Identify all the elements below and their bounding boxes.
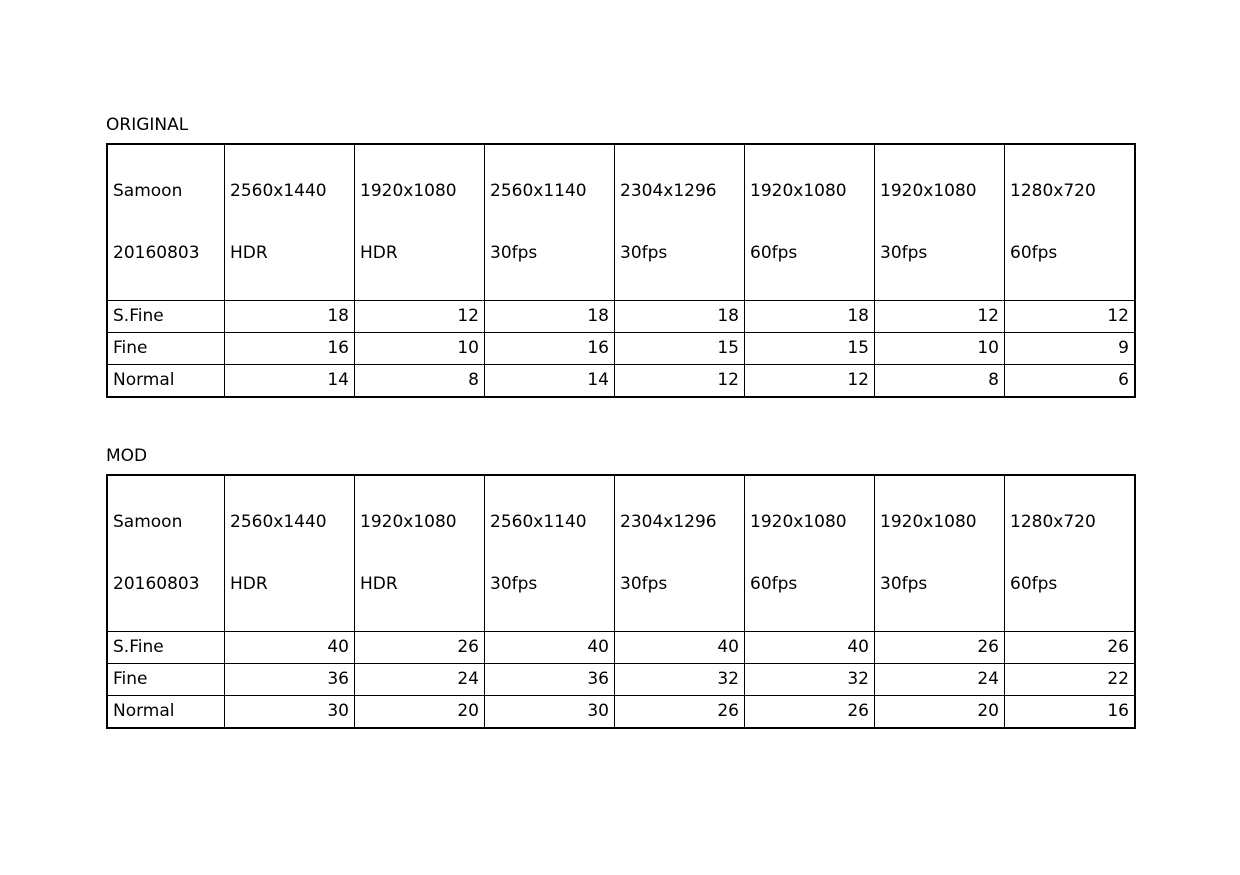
row-value: 15 (615, 333, 745, 365)
row-value: 6 (1005, 365, 1136, 398)
header-cell-1-line2: HDR (230, 574, 268, 594)
header-cell-4-line1: 2304x1296 (620, 512, 717, 532)
header-cell-3-line2: 30fps (490, 243, 538, 263)
table-row (107, 333, 1135, 365)
header-cell-7-line2: 60fps (1010, 243, 1058, 263)
header-cell-3-line2: 30fps (490, 574, 538, 594)
row-value: 40 (615, 632, 745, 664)
header-cell-6 (875, 144, 1005, 301)
header-cell-3-line1: 2560x1140 (490, 512, 587, 532)
header-cell-6-line1: 1920x1080 (880, 512, 977, 532)
row-label: S.Fine (107, 301, 225, 333)
header-cell-5-line1: 1920x1080 (750, 181, 847, 201)
row-value: 24 (355, 664, 485, 696)
header-cell-7-line2: 60fps (1010, 574, 1058, 594)
header-title-line1: Samoon (113, 181, 183, 201)
header-cell-5 (745, 144, 875, 301)
row-value: 40 (485, 632, 615, 664)
row-label: Fine (107, 664, 225, 696)
row-value: 32 (615, 664, 745, 696)
row-value: 26 (1005, 632, 1136, 664)
header-cell-2-line1: 1920x1080 (360, 181, 457, 201)
header-cell-3 (485, 144, 615, 301)
section-original (106, 113, 1146, 398)
row-value: 18 (485, 301, 615, 333)
header-cell-3-line1: 2560x1140 (490, 181, 587, 201)
header-cell-1-line1: 2560x1440 (230, 512, 327, 532)
table-row (107, 696, 1135, 729)
row-value: 30 (225, 696, 355, 729)
header-cell-3 (485, 475, 615, 632)
row-value: 12 (615, 365, 745, 398)
header-cell-5-line2: 60fps (750, 574, 798, 594)
row-value: 22 (1005, 664, 1136, 696)
section-mod (106, 444, 1146, 729)
header-cell-2-line2: HDR (360, 243, 398, 263)
header-title-line2: 20160803 (113, 243, 200, 263)
row-value: 36 (225, 664, 355, 696)
row-value: 30 (485, 696, 615, 729)
row-value: 36 (485, 664, 615, 696)
row-value: 26 (355, 632, 485, 664)
table-row (107, 365, 1135, 398)
header-cell-4-line1: 2304x1296 (620, 181, 717, 201)
document-body (106, 113, 1146, 729)
row-value: 12 (355, 301, 485, 333)
header-cell-7-line1: 1280x720 (1010, 512, 1096, 532)
header-cell-2 (355, 475, 485, 632)
row-value: 26 (615, 696, 745, 729)
header-cell-2-line2: HDR (360, 574, 398, 594)
table-header-row (107, 144, 1135, 301)
table-header-row (107, 475, 1135, 632)
header-cell-6-line2: 30fps (880, 574, 928, 594)
row-value: 16 (225, 333, 355, 365)
row-label: Fine (107, 333, 225, 365)
row-value: 9 (1005, 333, 1136, 365)
header-cell-2-line1: 1920x1080 (360, 512, 457, 532)
header-cell-4 (615, 144, 745, 301)
section-title-mod: MOD (106, 446, 148, 466)
section-title-original: ORIGINAL (106, 115, 189, 135)
row-value: 20 (355, 696, 485, 729)
row-value: 32 (745, 664, 875, 696)
header-cell-6 (875, 475, 1005, 632)
header-cell-7 (1005, 475, 1136, 632)
header-cell-1-line1: 2560x1440 (230, 181, 327, 201)
section-gap (106, 398, 1146, 444)
header-cell-6-line2: 30fps (880, 243, 928, 263)
header-title-line1: Samoon (113, 512, 183, 532)
row-value: 14 (485, 365, 615, 398)
header-cell-title (107, 144, 225, 301)
header-cell-2 (355, 144, 485, 301)
row-value: 12 (745, 365, 875, 398)
header-cell-5 (745, 475, 875, 632)
row-label: S.Fine (107, 632, 225, 664)
header-cell-7-line1: 1280x720 (1010, 181, 1096, 201)
row-value: 40 (745, 632, 875, 664)
row-value: 18 (225, 301, 355, 333)
row-value: 10 (355, 333, 485, 365)
row-value: 18 (745, 301, 875, 333)
header-cell-1 (225, 475, 355, 632)
row-value: 10 (875, 333, 1005, 365)
table-row (107, 664, 1135, 696)
row-value: 12 (875, 301, 1005, 333)
header-title-line2: 20160803 (113, 574, 200, 594)
row-value: 8 (355, 365, 485, 398)
row-value: 26 (875, 632, 1005, 664)
header-cell-4-line2: 30fps (620, 243, 668, 263)
row-value: 15 (745, 333, 875, 365)
row-value: 8 (875, 365, 1005, 398)
row-label: Normal (107, 696, 225, 729)
header-cell-1 (225, 144, 355, 301)
row-value: 24 (875, 664, 1005, 696)
table-original (106, 143, 1136, 398)
row-value: 14 (225, 365, 355, 398)
header-cell-4 (615, 475, 745, 632)
header-cell-4-line2: 30fps (620, 574, 668, 594)
header-cell-1-line2: HDR (230, 243, 268, 263)
header-cell-title (107, 475, 225, 632)
table-row (107, 632, 1135, 664)
row-value: 18 (615, 301, 745, 333)
table-row (107, 301, 1135, 333)
row-value: 20 (875, 696, 1005, 729)
header-cell-5-line2: 60fps (750, 243, 798, 263)
row-value: 40 (225, 632, 355, 664)
header-cell-7 (1005, 144, 1136, 301)
row-value: 12 (1005, 301, 1136, 333)
row-value: 16 (485, 333, 615, 365)
row-value: 26 (745, 696, 875, 729)
table-mod (106, 474, 1136, 729)
header-cell-6-line1: 1920x1080 (880, 181, 977, 201)
row-value: 16 (1005, 696, 1136, 729)
row-label: Normal (107, 365, 225, 398)
header-cell-5-line1: 1920x1080 (750, 512, 847, 532)
